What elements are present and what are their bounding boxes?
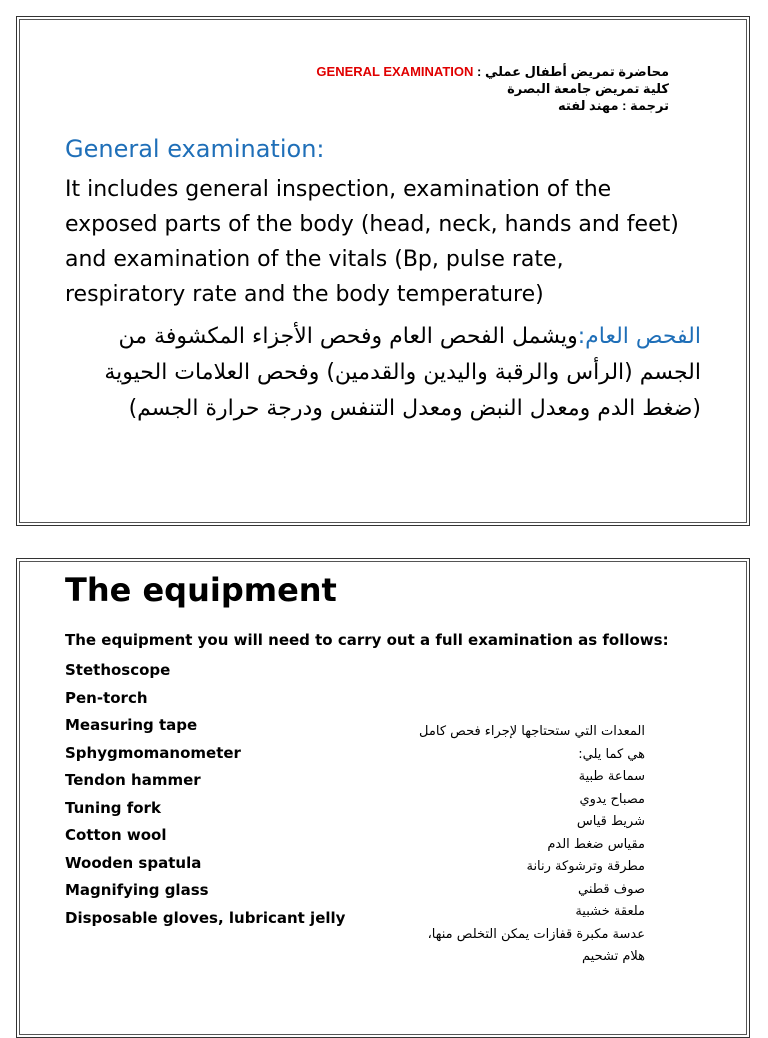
equipment-item: Cotton wool [65, 826, 167, 844]
section-title: General examination: [65, 135, 325, 163]
header-line-1 [316, 63, 669, 80]
arabic-line: شريط قياس [576, 814, 645, 829]
arabic-line: عدسة مكبرة قفازات يمكن التخلص منها، [427, 926, 645, 942]
arabic-line: صوف قطني [578, 881, 645, 897]
lecture-header [316, 63, 669, 114]
body-arabic-text: ويشمل الفحص العام وفحص الأجزاء المكشوفة من الجسم (الرأس والرقبة واليدين والقدمين) وفحص العلامات الحيوية (ضغط الدم ومعدل النبض ومعدل التنفس ودرجة حرارة الجسم) [104, 324, 701, 421]
equipment-item: Tendon hammer [65, 771, 201, 789]
equipment-intro: The equipment you will need to carry out a full examination as follows: [65, 631, 669, 649]
equipment-title: The equipment [65, 571, 337, 609]
equipment-list-arabic [419, 721, 645, 969]
arabic-line: المعدات التي ستحتاجها لإجراء فحص كامل [419, 724, 645, 739]
body-text-english: It includes general inspection, examination of the exposed parts of the body (head, neck, hands and feet) and examination of the vitals (Bp, pulse rate, respiratory rate and the body temperature) [65, 177, 679, 307]
arabic-line: سماعة طبية [578, 769, 645, 784]
arabic-line: مصباح يدوي [579, 791, 645, 807]
equipment-list [65, 657, 345, 932]
arabic-line: مطرقة وترشوكة رنانة [526, 859, 645, 874]
header-course-ar: محاضرة تمريض أطفال عملي : [477, 64, 669, 79]
equipment-item: Pen-torch [65, 688, 148, 707]
equipment-item: Wooden spatula [65, 853, 202, 872]
header-course-en: GENERAL EXAMINATION [316, 64, 474, 79]
equipment-item: Sphygmomanometer [65, 743, 241, 762]
arabic-line: مقياس ضغط الدم [547, 836, 645, 852]
header-line-2: كلية تمريض جامعة البصرة [507, 81, 669, 96]
equipment-item: Measuring tape [65, 716, 198, 734]
header-line-3: ترجمة : مهند لفته [558, 98, 669, 113]
body-text-arabic [73, 319, 701, 427]
equipment-item: Tuning fork [65, 798, 161, 817]
slide-general-examination [16, 16, 750, 526]
equipment-item: Disposable gloves, lubricant jelly [65, 908, 346, 927]
equipment-item: Stethoscope [65, 661, 171, 679]
slide-equipment [16, 558, 750, 1038]
arabic-line: ملعقة خشبية [575, 904, 645, 919]
arabic-line: هلام تشحيم [582, 949, 645, 964]
equipment-item: Magnifying glass [65, 881, 209, 899]
arabic-line: هي كما يلي: [578, 746, 645, 762]
body-arabic-lead: الفحص العام: [577, 324, 701, 349]
